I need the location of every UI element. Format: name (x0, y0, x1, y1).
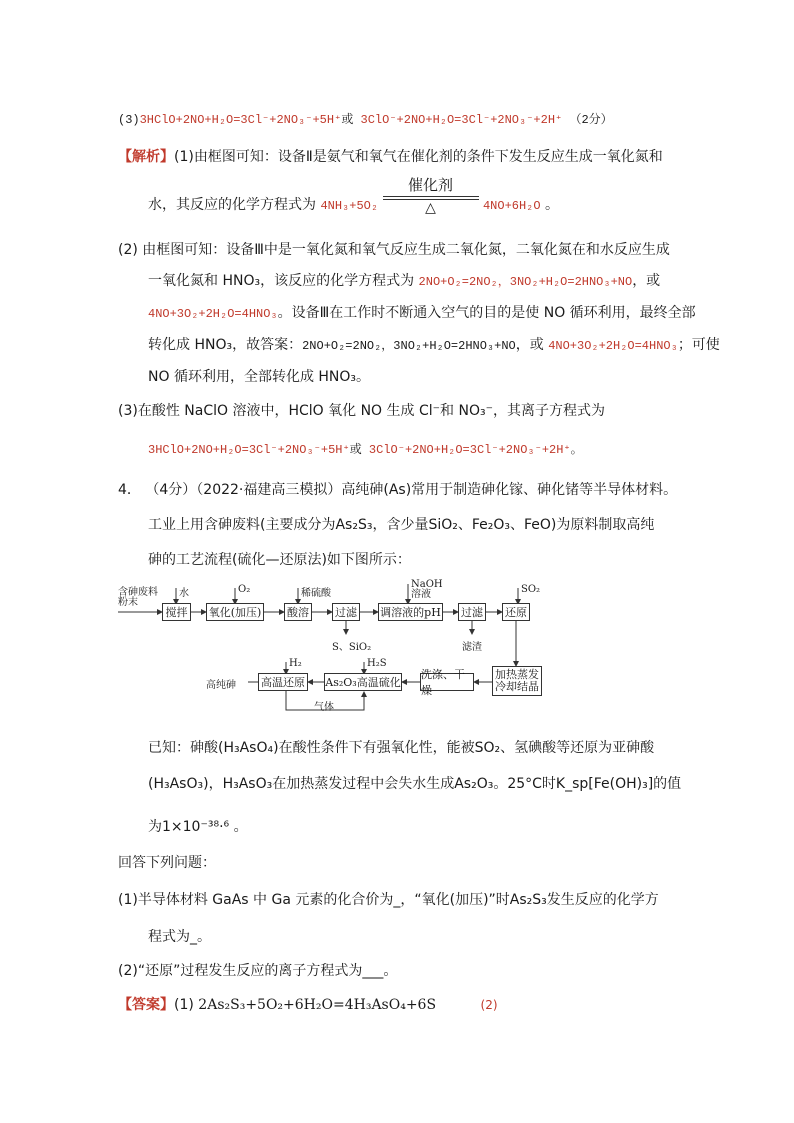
q4-known-line3: 为1×10⁻³⁸·⁶ 。 (148, 819, 248, 835)
reagent-so2: SO₂ (521, 584, 541, 595)
analysis-p3-eq1: 3HClO+2NO+H₂O=3Cl⁻+2NO₃⁻+5H⁺ (148, 443, 350, 457)
analysis-p2-text5: ；可使 (677, 337, 720, 353)
analysis-p2-text4: 转化成 HNO₃，故答案： (148, 337, 303, 353)
heat-symbol: △ (425, 200, 436, 216)
q4-known-line2: (H₃AsO₃)，H₃AsO₃在加热蒸发过程中会失水生成As₂O₃。25°C时K_sp[Fe(OH)₃]的值 (148, 776, 682, 792)
analysis-p1-text2: 水，其反应的化学方程式为 (148, 197, 316, 213)
answer-label: (1) (174, 997, 194, 1013)
q4-line2: 工业上用含砷废料(主要成分为As₂S₃，含少量SiO₂、Fe₂O₃、FeO)为原料制取高纯 (148, 517, 655, 533)
flowchart-arrows (118, 578, 678, 718)
analysis-p1-end: 。 (545, 197, 560, 213)
step-high-temp-reduce: 高温还原 (258, 673, 308, 691)
analysis-p3-line2 (148, 440, 583, 457)
step-stir: 搅拌 (162, 603, 191, 621)
analysis-p2-eq1: 2NO+O₂=2NO₂，3NO₂+H₂O=2HNO₃+NO (418, 275, 633, 289)
reagent-h2: H₂ (289, 658, 302, 669)
analysis-p3-or: 或 (349, 443, 362, 457)
answer-score: (2) (480, 998, 498, 1012)
step-oxidize: 氧化(加压) (206, 603, 264, 621)
reagent-h2s: H₂S (367, 658, 387, 669)
analysis-p3-eq2: 3ClO⁻+2NO+H₂O=3Cl⁻+2NO₃⁻+2H⁺ (368, 443, 571, 457)
prev-answer-line (118, 110, 613, 127)
q4-answer-line (118, 994, 498, 1014)
q4-sub1-line1: (1)半导体材料 GaAs 中 Ga 元素的化合价为_，“氧化(加压)”时As₂S₃发生反应的化学方 (118, 892, 659, 908)
q4-known-line1: 已知：砷酸(H₃AsO₄)在酸性条件下有强氧化性，能被SO₂、氢碘酸等还原为亚砷酸 (148, 740, 655, 756)
prev-answer-eq2: 3ClO⁻+2NO+H₂O=3Cl⁻+2NO₃⁻+2H⁺ (360, 113, 563, 127)
step-filter-2: 过滤 (458, 603, 486, 621)
q4-header: （4分）（2022·福建高三模拟）高纯砷(As)常用于制造砷化镓、砷化锗等半导体材料。 (145, 482, 678, 498)
process-flowchart (118, 578, 678, 718)
analysis-tag: 【解析】 (118, 149, 174, 165)
answer-tag: 【答案】 (118, 997, 174, 1013)
analysis-p2-eq2: 4NO+3O₂+2H₂O=4HNO₃ (148, 307, 278, 321)
q4-sub1-line2: 程式为_。 (148, 929, 211, 945)
prev-answer-label: (3) (118, 113, 140, 127)
analysis-p2-eq4: 4NO+3O₂+2H₂O=4HNO₃ (548, 339, 678, 353)
analysis-p3-line1: (3)在酸性 NaClO 溶液中，HClO 氧化 NO 生成 Cl⁻和 NO₃⁻，其离子方程式为 (118, 403, 605, 419)
step-evaporate: 加热蒸发 冷却结晶 (492, 666, 542, 696)
analysis-p2-text2: 一氧化氮和 HNO₃，该反应的化学方程式为 (148, 273, 415, 289)
prev-answer-eq1: 3HClO+2NO+H₂O=3Cl⁻+2NO₃⁻+5H⁺ (139, 113, 342, 127)
step-filter-1: 过滤 (332, 603, 360, 621)
analysis-p2-line2 (148, 270, 660, 290)
byproduct-s-sio2: S、SiO₂ (332, 642, 372, 653)
analysis-p1-eq-left: 4NH₃+5O₂ (320, 199, 379, 213)
reagent-acid: 稀硫酸 (301, 588, 331, 599)
q4-number: 4． (118, 482, 141, 498)
analysis-p2-line5: NO 循环利用，全部转化成 HNO₃。 (148, 369, 371, 385)
reagent-water: 水 (179, 588, 189, 599)
analysis-p3-end: 。 (570, 443, 583, 457)
analysis-p2-line3 (148, 302, 696, 322)
analysis-p2-or2: ，或 (515, 337, 544, 353)
step-wash-dry: 洗涤、干燥 (420, 673, 474, 691)
q4-sub2: (2)“还原”过程发生反应的离子方程式为___。 (118, 963, 398, 979)
step-adjust-ph: 调溶液的pH (378, 603, 443, 621)
analysis-p2-line1: (2) 由框图可知：设备Ⅲ中是一氧化氮和氧气反应生成二氧化氮，二氧化氮在和水反应生成 (118, 242, 670, 258)
product-label: 高纯砷 (206, 680, 236, 691)
catalyst-arrow (383, 176, 479, 216)
analysis-p2-line4 (148, 334, 720, 354)
feed-label: 含砷废料 粉末 (118, 587, 158, 608)
catalyst-label: 催化剂 (408, 176, 454, 194)
analysis-p2-or: ，或 (632, 273, 661, 289)
analysis-p1-line2 (148, 176, 560, 220)
reagent-o2: O₂ (238, 584, 251, 595)
gas-loop-label: 气体 (314, 702, 334, 713)
analysis-p1-text1: (1)由框图可知：设备Ⅱ是氨气和氧气在催化剂的条件下发生反应生成一氧化氮和 (174, 149, 663, 165)
q4-header-line (118, 479, 677, 499)
analysis-p1-eq-right: 4NO+6H₂O (482, 199, 541, 213)
byproduct-residue: 滤渣 (462, 642, 482, 653)
reagent-naoh: NaOH 溶液 (411, 579, 443, 600)
q4-prompt: 回答下列问题： (118, 855, 216, 871)
step-reduce: 还原 (502, 603, 530, 621)
prev-answer-or: 或 (341, 113, 354, 127)
step-acid-dissolve: 酸溶 (284, 603, 312, 621)
analysis-p2-eq3: 2NO+O₂=2NO₂，3NO₂+H₂O=2HNO₃+NO (302, 339, 516, 353)
analysis-p1-line1 (118, 146, 663, 166)
step-sulfidize: As₂O₃高温硫化 (324, 673, 402, 691)
answer-equation: 2As₂S₃+5O₂+6H₂O=4H₃AsO₄+6S (198, 997, 437, 1013)
q4-line3: 砷的工艺流程(硫化—还原法)如下图所示： (148, 552, 411, 568)
analysis-p2-text3: 。设备Ⅲ在工作时不断通入空气的目的是使 NO 循环利用，最终全部 (277, 305, 696, 321)
prev-answer-score: （2分） (569, 113, 613, 127)
